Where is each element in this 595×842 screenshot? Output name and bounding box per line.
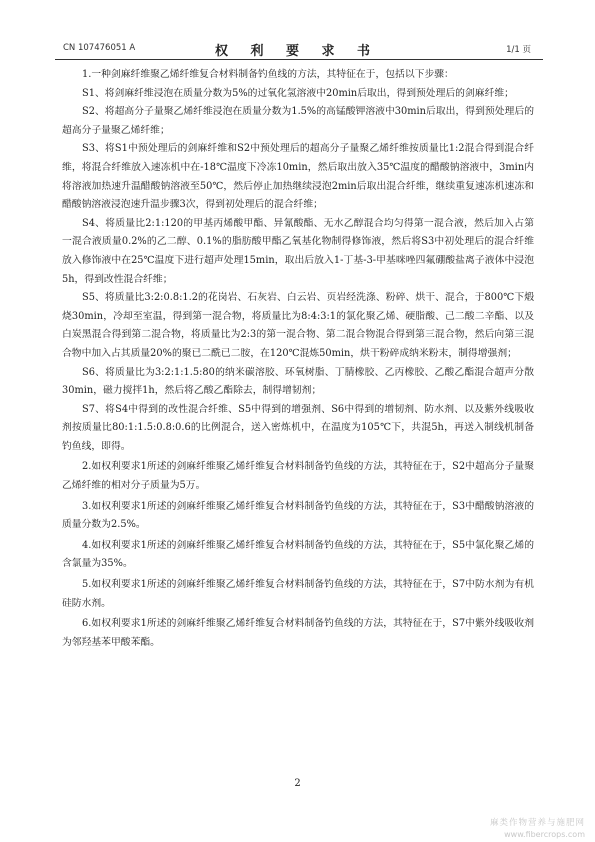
claim-2: 2.如权利要求1所述的剑麻纤维聚乙烯纤维复合材料制备钓鱼线的方法，其特征在于，S2中超高分子量聚乙烯纤维的相对分子质量为5万。: [62, 461, 534, 492]
claim-1-step-s1: S1、将剑麻纤维浸泡在质量分数为5%的过氧化氢溶液中20min后取出，得到预处理后的剑麻纤维；: [82, 87, 514, 99]
claim-1-step-s4: S4、将质量比2:1:120的甲基丙烯酸甲酯、异氰酸酯、无水乙醇混合均匀得第一混合液，然后加入占第一混合液质量0.2%的乙二醇、0.1%的脂肪酸甲酯乙氧基化物制得修饰液，然后将S3中初处理后的混合纤维放入修饰液中在25℃温度下进行超声处理15min，取出后放入1-丁基-3-甲基咪唑四氟硼酸盐离子液体中浸泡5h，得到改性混合纤维；: [62, 217, 534, 285]
watermark: [490, 818, 585, 840]
header-rule: [55, 59, 543, 60]
publication-number: CN 107476051 A: [63, 43, 136, 53]
claims-body: [62, 66, 534, 652]
watermark-site-name: 麻类作物营养与施肥网: [489, 818, 585, 828]
claim-6: 6.如权利要求1所述的剑麻纤维聚乙烯纤维复合材料制备钓鱼线的方法，其特征在于，S7中紫外线吸收剂为邻羟基苯甲酸苯酯。: [62, 618, 534, 648]
claim-1-step-s6: S6、将质量比为3:2:1:1.5:80的纳米碳溶胶、环氧树脂、丁腈橡胶、乙丙橡胶、乙酸乙酯混合超声分散30min，磁力搅拌1h，然后将乙酸乙酯除去，制得增韧剂；: [62, 366, 534, 397]
page-info: 1/1 页: [506, 45, 531, 55]
document-title: 权 利 要 求 书: [214, 44, 380, 59]
page-number: 2: [294, 778, 301, 789]
claim-4: 4.如权利要求1所述的剑麻纤维聚乙烯纤维复合材料制备钓鱼线的方法，其特征在于，S5中氯化聚乙烯的含氯量为35%。: [62, 539, 534, 570]
page-header: [63, 40, 531, 60]
watermark-url: www.fibercrops.com: [504, 830, 585, 839]
claim-3: 3.如权利要求1所述的剑麻纤维聚乙烯纤维复合材料制备钓鱼线的方法，其特征在于，S3中醋酸钠溶液的质量分数为2.5%。: [62, 500, 534, 531]
claim-1-intro: 1.一种剑麻纤维聚乙烯纤维复合材料制备钓鱼线的方法，其特征在于，包括以下步骤：: [82, 69, 454, 80]
claim-1-step-s3: S3、将S1中预处理后的剑麻纤维和S2中预处理后的超高分子量聚乙烯纤维按质量比1:2混合得到混合纤维，将混合纤维放入速冻机中在-18℃温度下冷冻10min，然后取出放入35℃温度的醋酸钠溶液中，3min内将溶液加热速升温醋酸钠溶液至50℃，然后停止加热继续浸泡2min后取出混合纤维，继续重复速冻机速冻和醋酸钠溶液浸泡速升温步骤3次，得到初处理后的混合纤维；: [62, 143, 534, 211]
claim-5: 5.如权利要求1所述的剑麻纤维聚乙烯纤维复合材料制备钓鱼线的方法，其特征在于，S7中防水剂为有机硅防水剂。: [62, 579, 534, 609]
claim-1-step-s5: S5、将质量比3:2:0.8:1.2的花岗岩、石灰岩、白云岩、页岩经洗涤、粉碎、烘干、混合，于800℃下煅烧30min，冷却至室温，得到第一混合物，将质量比为8:4:3:1的氯化聚乙烯、硬脂酸、己二酸二辛酯、以及白炭黑混合得到第二混合物，将质量比为2:3的第一混合物、第二混合物混合得到第三混合物，然后向第三混合物中加入占其质量20%的聚已二酰已二胺，在120℃混炼50min，烘干粉碎成纳米粉末，制得增强剂；: [62, 292, 534, 359]
claim-1-step-s2: S2、将超高分子量聚乙烯纤维浸泡在质量分数为1.5%的高锰酸钾溶液中30min后取出，得到预处理后的超高分子量聚乙烯纤维；: [62, 106, 534, 136]
claim-1-step-s7: S7、将S4中得到的改性混合纤维、S5中得到的增强剂、S6中得到的增韧剂、防水剂、以及紫外线吸收剂按质量比80:1:1.5:0.8:0.6的比例混合，送入密炼机中，在温度为105℃下，共混5h，再送入制线机制备钓鱼线，即得。: [62, 403, 534, 452]
